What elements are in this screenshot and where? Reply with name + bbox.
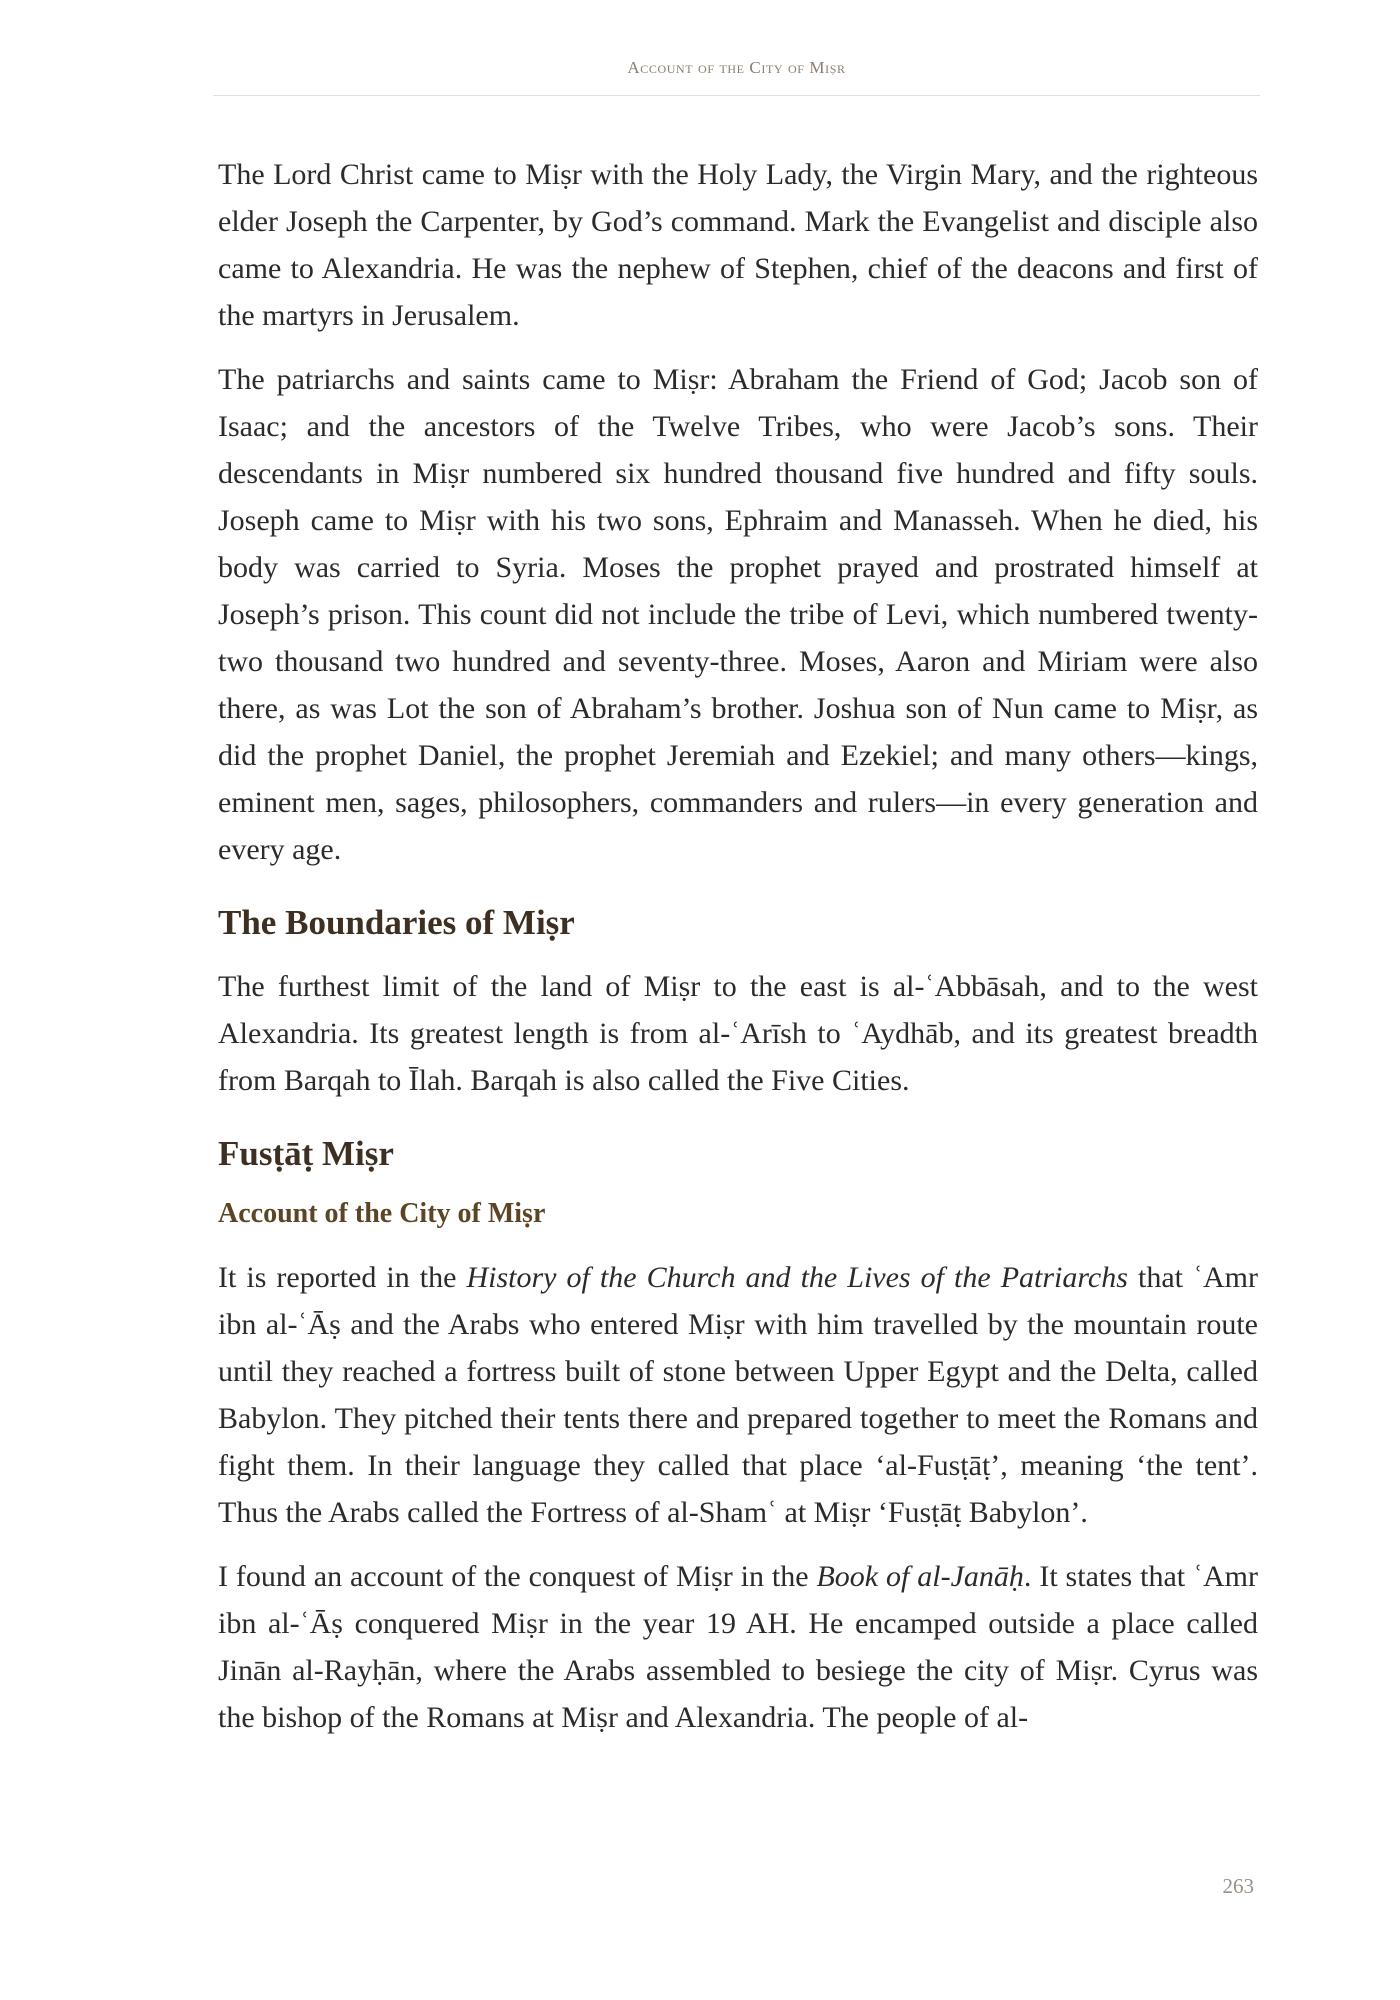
- paragraph: [218, 356, 1258, 873]
- paragraph: [218, 1553, 1258, 1741]
- header-rule: [213, 95, 1260, 96]
- page-body: [218, 151, 1258, 1758]
- text-run: The patriarchs and saints came to Miṣr: Abraham the Friend of God; Jacob son of Isaac; and the ancestors of the Twelve Tribes, who were Jacob’s sons. Their descendants in Miṣr numbered six hundred thousand five hundred and fifty souls. Joseph came to Miṣr with his two sons, Ephraim and Manasseh. When he died, his body was carried to Syria. Moses the prophet prayed and prostrated himself at Joseph’s prison. This count did not include the tribe of Levi, which numbered twenty-two thousand two hundred and seventy-three. Moses, Aaron and Miriam were also there, as was Lot the son of Abraham’s brother. Joshua son of Nun came to Miṣr, as did the prophet Daniel, the prophet Jeremiah and Ezekiel; and many others—kings, eminent men, sages, philosophers, commanders and rulers—in every generation and every age.: [218, 363, 1258, 866]
- text-run: Fusṭāṭ Miṣr: [218, 1134, 394, 1173]
- book-title: Book of al-Janāḥ: [816, 1560, 1024, 1593]
- text-run: It is reported in the: [218, 1261, 467, 1294]
- section-heading: [218, 1132, 1258, 1176]
- text-run: . It states that ʿAmr ibn al-ʿĀṣ conquered Miṣr in the year 19 AH. He encamped outside a place called Jinān al-Rayḥān, where the Arabs assembled to besiege the city of Miṣr. Cyrus was the bishop of the Romans at Miṣr and Alexandria. The people of al-: [218, 1560, 1258, 1734]
- section-heading: [218, 901, 1258, 945]
- running-head: Account of the City of Miṣr: [627, 58, 846, 77]
- book-title: History of the Church and the Lives of the Patriarchs: [466, 1261, 1128, 1294]
- text-run: The Boundaries of Miṣr: [218, 903, 575, 942]
- text-run: The furthest limit of the land of Miṣr to the east is al-ʿAbbāsah, and to the west Alexandria. Its greatest length is from al-ʿArīsh to ʿAydhāb, and its greatest breadth from Barqah to Īlah. Barqah is also called the Five Cities.: [218, 970, 1258, 1097]
- paragraph: [218, 151, 1258, 339]
- paragraph: [218, 1254, 1258, 1536]
- paragraph: [218, 963, 1258, 1104]
- text-run: that ʿAmr ibn al-ʿĀṣ and the Arabs who entered Miṣr with him travelled by the mountain route until they reached a fortress built of stone between Upper Egypt and the Delta, called Babylon. They pitched their tents there and prepared together to meet the Romans and fight them. In their language they called that place ‘al-Fusṭāṭ’, meaning ‘the tent’. Thus the Arabs called the Fortress of al-Shamʿ at Miṣr ‘Fusṭāṭ Babylon’.: [218, 1261, 1258, 1529]
- subsection-heading: [218, 1194, 1258, 1234]
- page-number: 263: [1222, 1874, 1254, 1898]
- text-run: The Lord Christ came to Miṣr with the Holy Lady, the Virgin Mary, and the righteous elder Joseph the Carpenter, by God’s command. Mark the Evangelist and disciple also came to Alexandria. He was the nephew of Stephen, chief of the deacons and first of the martyrs in Jerusalem.: [218, 158, 1258, 332]
- text-run: I found an account of the conquest of Miṣr in the: [218, 1560, 817, 1593]
- text-run: Account of the City of Miṣr: [218, 1198, 546, 1229]
